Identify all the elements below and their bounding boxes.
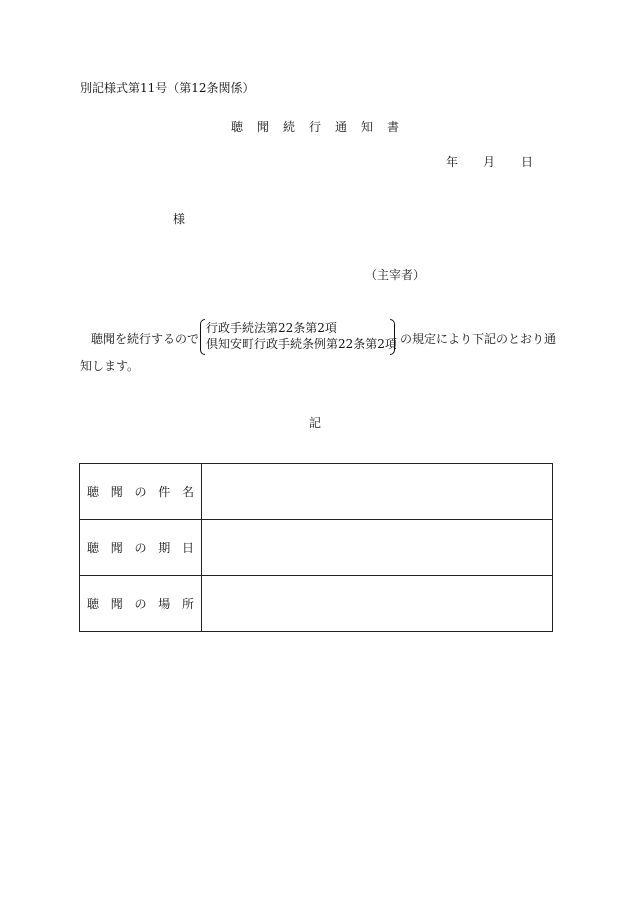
table-row: [80, 464, 553, 520]
date-line: [446, 155, 533, 169]
label-char: の: [134, 597, 147, 611]
title-char: 知: [361, 120, 374, 134]
table-row: [80, 520, 553, 576]
addressee-suffix: 様: [173, 212, 186, 226]
label-char: 聞: [110, 485, 123, 499]
law-option-1: 行政手続法第22条第2項: [206, 321, 337, 335]
label-cell-place: [80, 576, 202, 632]
value-cell-date[interactable]: [202, 520, 553, 576]
label-char: の: [134, 485, 147, 499]
organizer-label: （主宰者）: [365, 268, 426, 282]
title-char: 行: [308, 120, 321, 134]
title-char: 通: [335, 120, 348, 134]
title-char: 続: [282, 120, 295, 134]
body-text-line2: 知します。: [80, 359, 140, 373]
label-char: 聴: [87, 541, 100, 555]
ki-heading: 記: [308, 416, 321, 430]
label-cell-date: [80, 520, 202, 576]
label-char: 所: [181, 597, 194, 611]
label-char: 名: [181, 485, 194, 499]
date-year: 年: [446, 155, 459, 169]
body-text-suffix: の規定により下記のとおり通: [400, 332, 557, 346]
label-char: 日: [181, 541, 194, 555]
value-cell-place[interactable]: [202, 576, 553, 632]
label-char: 場: [158, 597, 171, 611]
title-char: 書: [387, 120, 400, 134]
left-brace: [200, 319, 205, 355]
label-char: 期: [158, 541, 171, 555]
date-day: 日: [521, 155, 534, 169]
label-char: 聴: [87, 597, 100, 611]
label-char: 聞: [110, 597, 123, 611]
title-char: 聴: [230, 120, 243, 134]
value-cell-case-name[interactable]: [202, 464, 553, 520]
label-char: 聴: [87, 485, 100, 499]
body-text-prefix: 聴聞を続行するので: [91, 332, 200, 346]
right-brace: [390, 319, 395, 355]
document-title: [0, 120, 630, 134]
label-char: の: [134, 541, 147, 555]
title-char: 聞: [256, 120, 269, 134]
label-cell-case-name: [80, 464, 202, 520]
form-number: 別記様式第11号（第12条関係）: [80, 81, 255, 95]
date-month: 月: [483, 155, 496, 169]
label-char: 件: [158, 485, 171, 499]
hearing-details-table: [79, 463, 553, 632]
law-options-brace: [200, 319, 395, 355]
law-option-2: 倶知安町行政手続条例第22条第2項: [206, 337, 397, 351]
label-char: 聞: [110, 541, 123, 555]
table-row: [80, 576, 553, 632]
